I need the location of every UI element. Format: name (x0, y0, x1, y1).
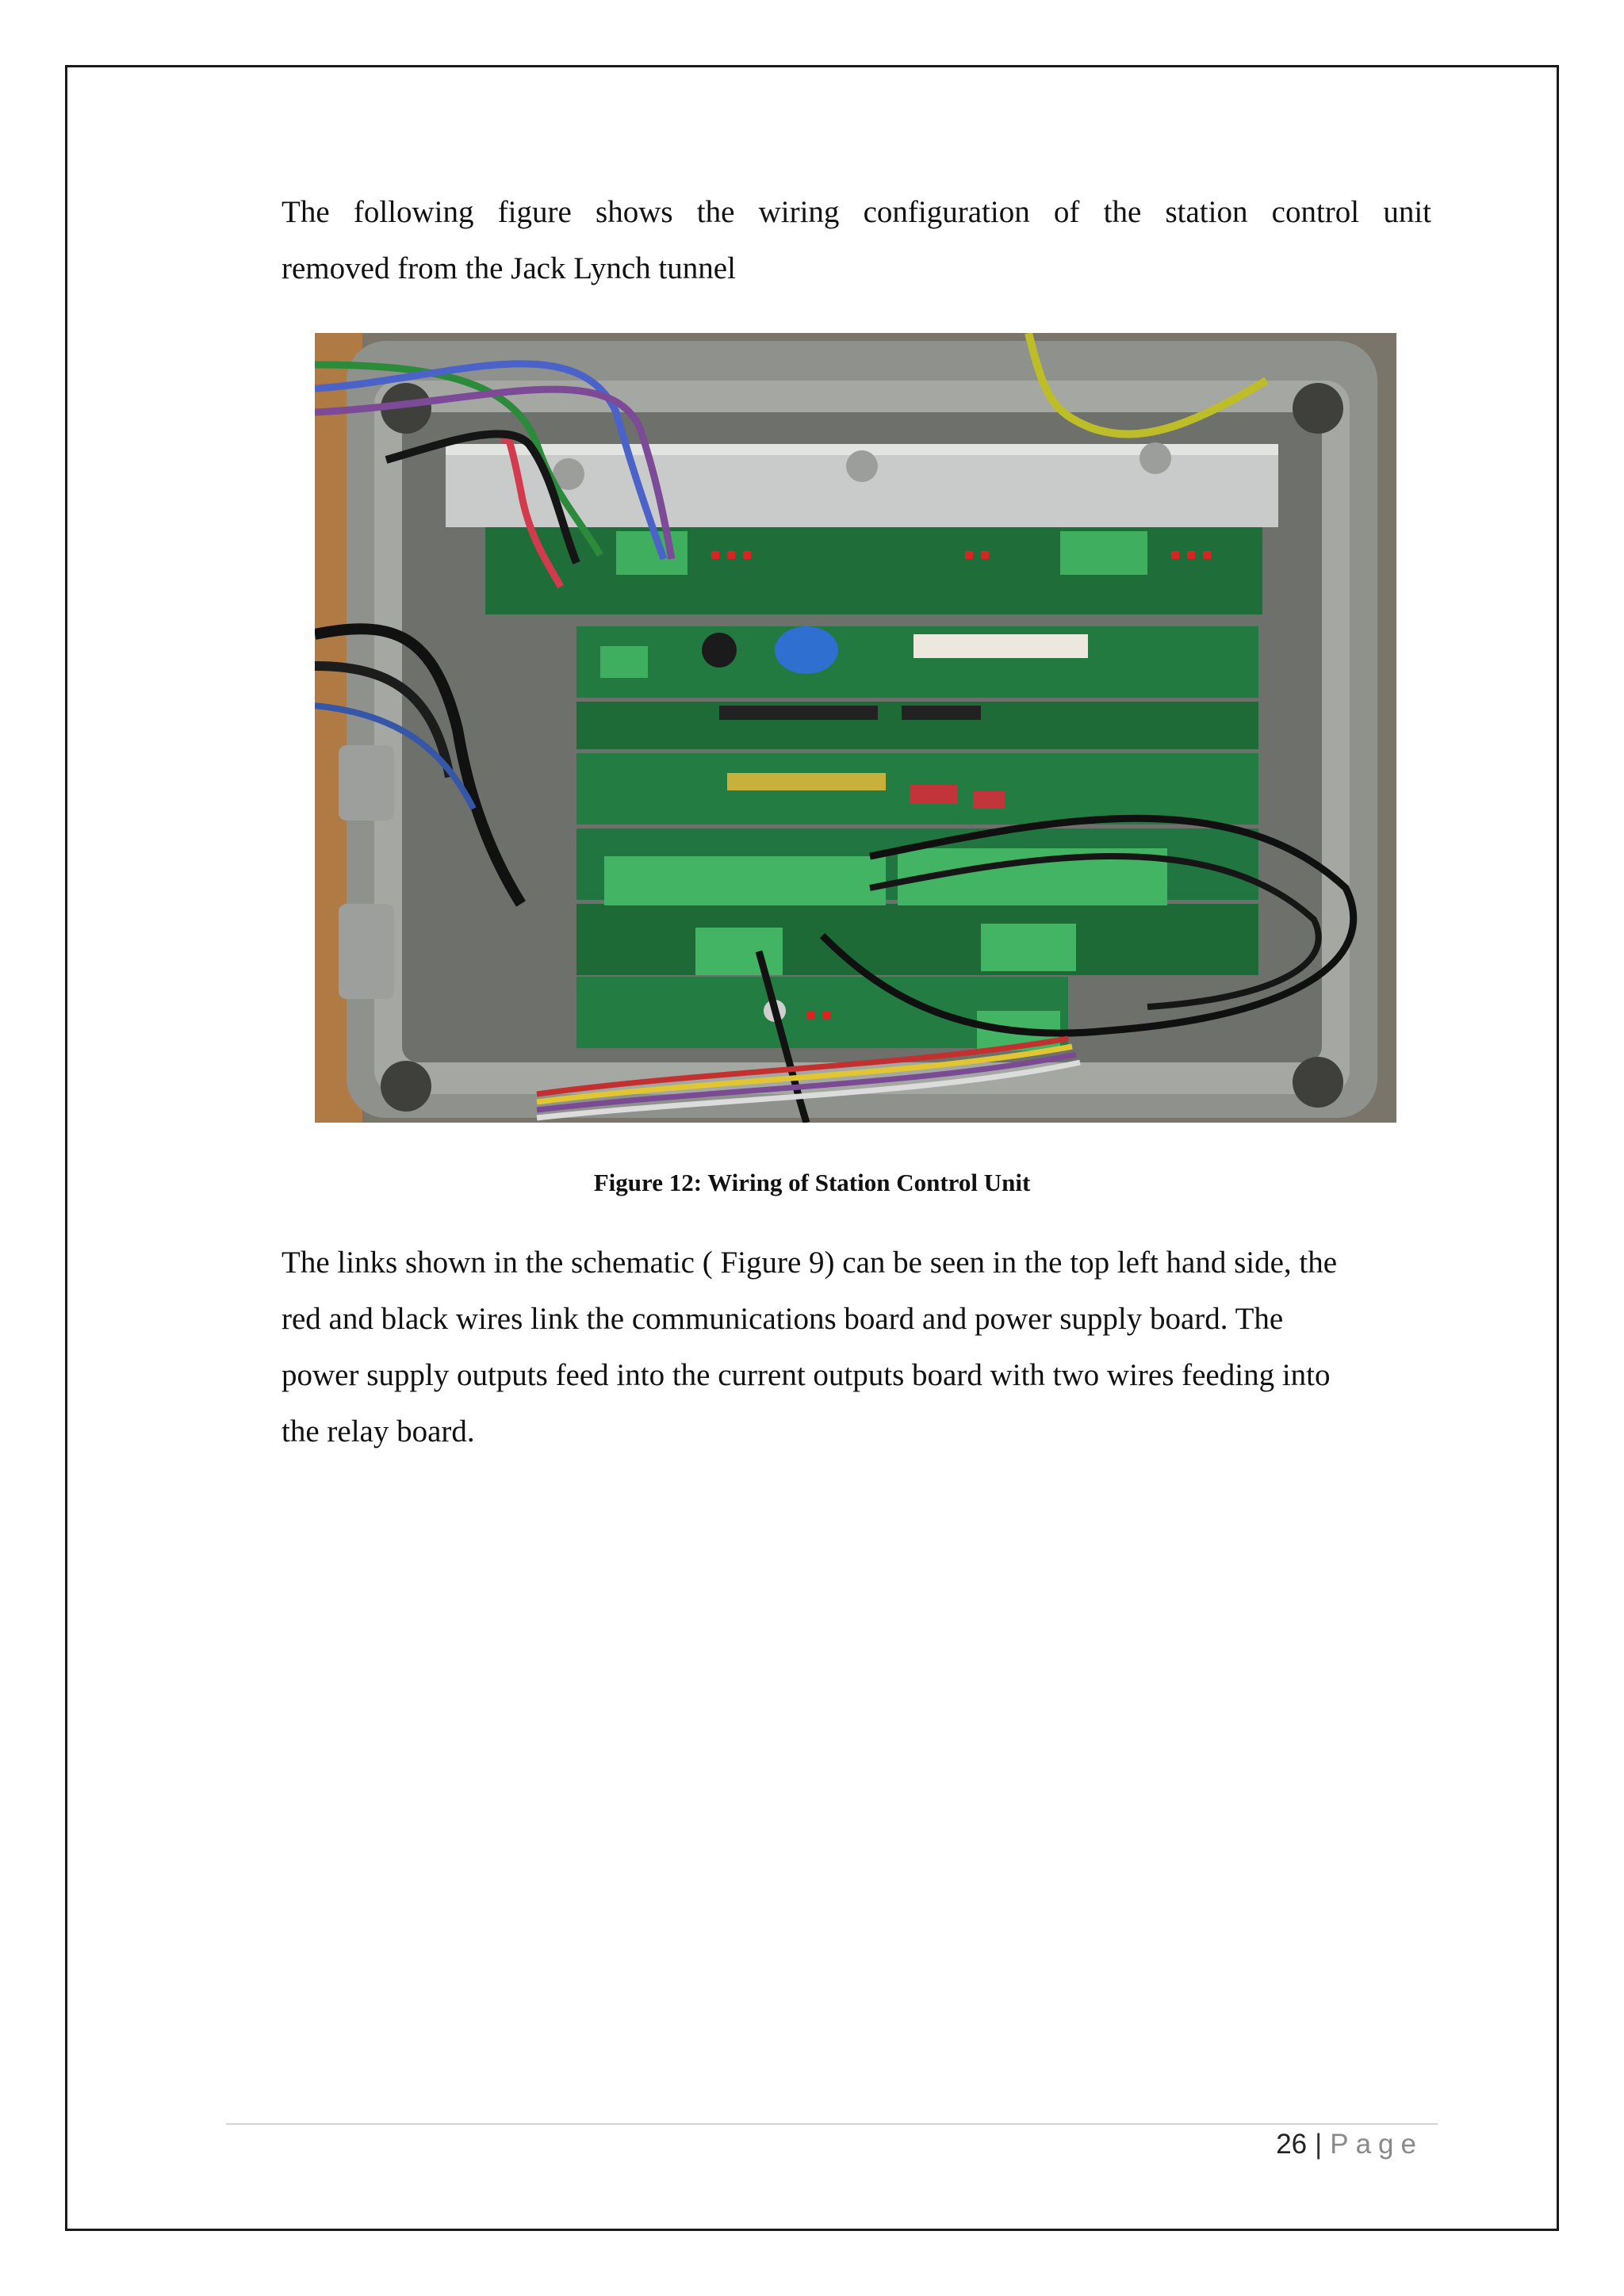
footer-divider (226, 2123, 1438, 2125)
intro-line-1: The following figure shows the wiring configuration of the station control unit (282, 195, 1431, 229)
intro-line-2: removed from the Jack Lynch tunnel (282, 251, 736, 285)
footer-separator: | (1315, 2129, 1323, 2160)
body-line: red and black wires link the communications board and power supply board. The (282, 1302, 1284, 1336)
body-paragraph (282, 1234, 1431, 1460)
station-control-unit-photo (315, 333, 1396, 1123)
page-label: Page (1330, 2129, 1423, 2160)
figure-caption: Figure 12: Wiring of Station Control Unit (593, 1169, 1031, 1196)
page-footer (1276, 2125, 1423, 2164)
body-line: power supply outputs feed into the current outputs board with two wires feeding into (282, 1358, 1331, 1392)
body-line: The links shown in the schematic ( Figure 9) can be seen in the top left hand side, the (282, 1246, 1338, 1280)
intro-paragraph (282, 184, 1431, 297)
body-line: the relay board. (282, 1414, 475, 1448)
page-number: 26 (1276, 2129, 1308, 2160)
